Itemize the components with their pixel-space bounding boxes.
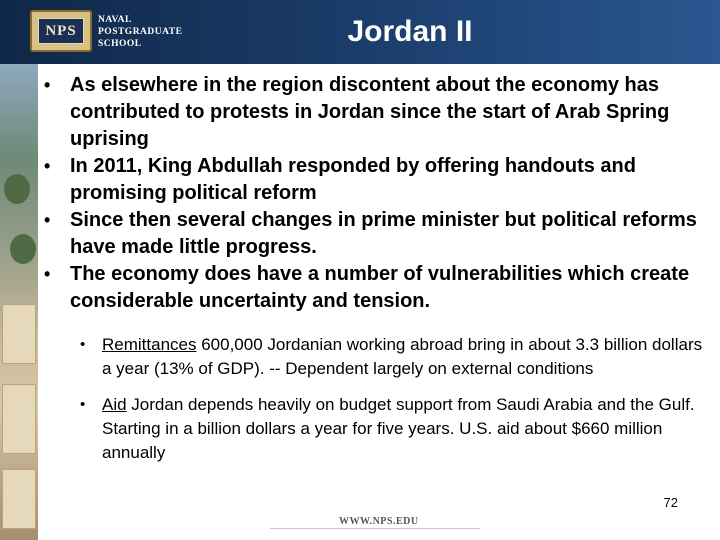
logo-line-2: POSTGRADUATE [98, 27, 183, 37]
logo-wordmark [98, 14, 198, 50]
tree-shape [4, 174, 30, 204]
sub-bullet-term: Aid [102, 395, 127, 414]
bullet-text: In 2011, King Abdullah responded by offering handouts and promising political reform [70, 155, 636, 204]
slide-body [38, 64, 720, 540]
nps-badge-text: NPS [38, 18, 84, 44]
page-number: 72 [663, 495, 678, 510]
building-shape [2, 304, 36, 364]
bullet-text: As elsewhere in the region discontent about the economy has contributed to protests in Jordan since the start of Arab Spring uprising [70, 74, 670, 150]
footer-divider [270, 528, 480, 529]
slide-title: Jordan II [347, 15, 473, 48]
bullet-marker: • [44, 264, 51, 284]
header-band [0, 0, 720, 64]
bullet-text: Since then several changes in prime minister but political reforms have made little progress. [70, 209, 697, 258]
footer-url: WWW.NPS.EDU [339, 516, 419, 527]
sub-bullet-marker: • [80, 396, 86, 413]
bullet-marker: • [44, 75, 51, 95]
nps-badge-icon [30, 10, 92, 52]
logo-line-1: NAVAL [98, 15, 132, 25]
bullet-item [38, 72, 718, 153]
sub-bullet-list [76, 333, 716, 477]
building-shape [2, 384, 36, 454]
sub-bullet-text: 600,000 Jordanian working abroad bring in about 3.3 billion dollars a year (13% of GDP). -- Dependent largely on external conditions [102, 335, 703, 378]
bullet-marker: • [44, 156, 51, 176]
sub-bullet-item [76, 333, 716, 381]
sub-bullet-text: Jordan depends heavily on budget support from Saudi Arabia and the Gulf. Starting in a billion dollars a year for five years. U.S. aid about $660 million annually [102, 395, 695, 462]
sub-bullet-marker: • [80, 336, 86, 353]
bullet-text: The economy does have a number of vulnerabilities which create considerable uncertainty and tension. [70, 263, 690, 312]
bullet-list [38, 72, 718, 315]
sub-bullet-term: Remittances [102, 335, 197, 354]
bullet-item [38, 207, 718, 261]
nps-logo [30, 8, 183, 56]
campus-photo-strip [0, 64, 38, 540]
tree-shape [10, 234, 36, 264]
bullet-item [38, 261, 718, 315]
building-shape [2, 469, 36, 529]
bullet-marker: • [44, 210, 51, 230]
bullet-item [38, 153, 718, 207]
logo-line-3: SCHOOL [98, 39, 142, 49]
sub-bullet-item [76, 393, 716, 465]
